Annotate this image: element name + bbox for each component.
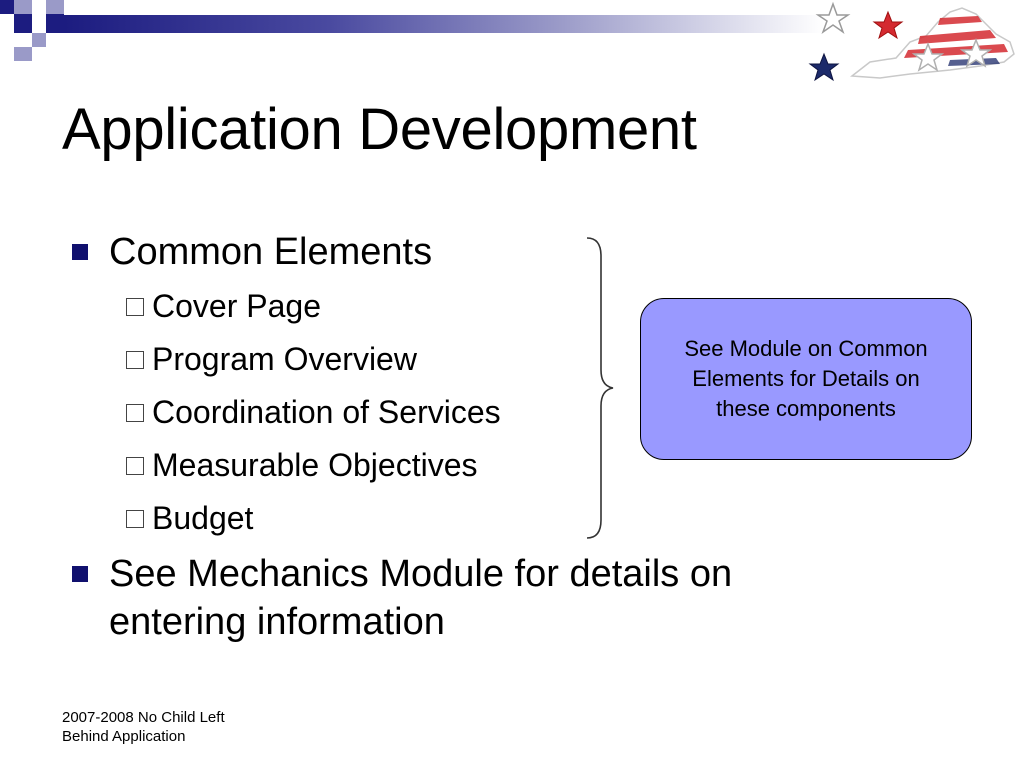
header-gradient-bar <box>64 15 824 33</box>
stars-flag-logo <box>800 0 1024 92</box>
deco-square <box>46 14 64 33</box>
hollow-square-icon <box>126 404 144 422</box>
sub-bullet-item <box>126 288 321 324</box>
bullet-label: Common Elements <box>109 231 433 273</box>
sub-bullet-label: Program Overview <box>152 341 417 377</box>
deco-square <box>0 0 14 14</box>
hollow-square-icon <box>126 351 144 369</box>
hollow-square-icon <box>126 457 144 475</box>
callout-box <box>640 298 972 460</box>
deco-square <box>14 0 32 14</box>
sub-bullet-label: Measurable Objectives <box>152 447 478 483</box>
footer-text: 2007-2008 No Child Left Behind Application <box>62 709 225 745</box>
deco-square <box>14 14 32 33</box>
right-curly-brace <box>585 236 619 540</box>
sub-bullet-label: Coordination of Services <box>152 394 501 430</box>
bullet-label-line1: See Mechanics Module for details on <box>109 553 733 595</box>
sub-bullet-label: Cover Page <box>152 288 321 324</box>
hollow-square-icon <box>126 510 144 528</box>
callout-text: See Module on Common Elements for Details on these components <box>684 336 928 421</box>
star-icon <box>810 54 838 80</box>
deco-square <box>14 47 32 61</box>
sub-bullet-item <box>126 341 417 377</box>
bullet-label-line2: entering information <box>109 601 445 643</box>
slide-title: Application Development <box>62 97 697 162</box>
sub-bullet-item <box>126 394 501 430</box>
bullet-square-icon <box>72 244 88 260</box>
sub-bullet-item <box>126 447 477 483</box>
deco-square <box>32 33 46 47</box>
star-icon <box>818 4 848 32</box>
bullet-square-icon <box>72 566 88 582</box>
deco-square <box>46 0 64 14</box>
sub-bullet-item <box>126 500 253 536</box>
sub-bullet-label: Budget <box>152 500 254 536</box>
star-icon <box>874 12 902 38</box>
hollow-square-icon <box>126 298 144 316</box>
